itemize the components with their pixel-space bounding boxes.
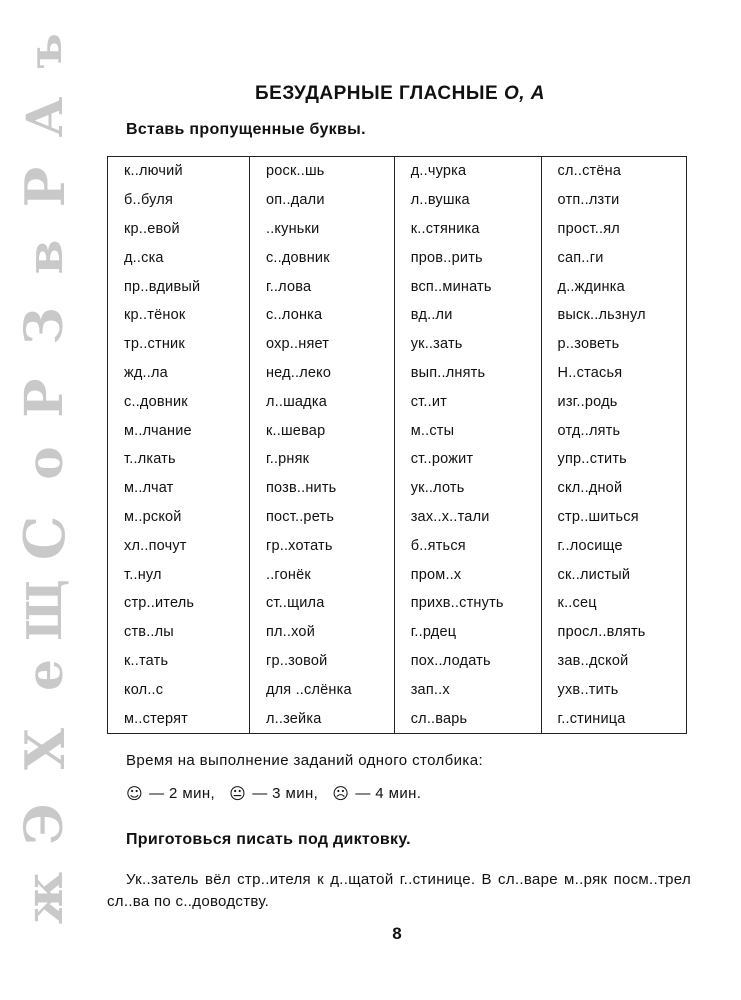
table-cell: к..лючий xyxy=(108,157,250,186)
title-letters: О, А xyxy=(503,83,545,104)
table-row xyxy=(108,301,687,330)
table-row xyxy=(108,215,687,244)
table-cell: пост..реть xyxy=(249,503,394,532)
table-cell: г..лосище xyxy=(541,531,686,560)
table-cell: с..довник xyxy=(249,243,394,272)
neutral-face-icon: 😐 xyxy=(229,784,247,803)
sidebar-letter: ъ xyxy=(18,33,72,69)
sidebar-letter: ж xyxy=(14,871,75,925)
table-cell: ск..листый xyxy=(541,560,686,589)
table-cell: зап..х xyxy=(394,675,541,704)
table-row xyxy=(108,704,687,733)
table-cell: кр..евой xyxy=(108,215,250,244)
table-cell: ст..ит xyxy=(394,387,541,416)
sidebar-letter: Р xyxy=(13,166,77,208)
table-cell: упр..стить xyxy=(541,445,686,474)
table-cell: вып..лнять xyxy=(394,359,541,388)
table-cell: м..сты xyxy=(394,416,541,445)
sidebar-letter: о xyxy=(15,446,74,480)
table-cell: с..довник xyxy=(108,387,250,416)
table-cell: стр..итель xyxy=(108,589,250,618)
table-cell: оп..дали xyxy=(249,186,394,215)
table-cell: нед..леко xyxy=(249,359,394,388)
decorative-alphabet-strip xyxy=(0,0,90,1000)
table-cell: жд..ла xyxy=(108,359,250,388)
table-cell: ств..лы xyxy=(108,618,250,647)
table-cell: пр..вдивый xyxy=(108,272,250,301)
table-row xyxy=(108,272,687,301)
table-row xyxy=(108,387,687,416)
sad-face-icon: ☹ xyxy=(332,784,350,803)
table-cell: кол..с xyxy=(108,675,250,704)
table-cell: зав..дской xyxy=(541,647,686,676)
table-cell: прихв..стнуть xyxy=(394,589,541,618)
table-cell: к..тать xyxy=(108,647,250,676)
table-cell: пл..хой xyxy=(249,618,394,647)
word-table xyxy=(107,156,687,734)
table-cell: пох..лодать xyxy=(394,647,541,676)
table-cell: позв..нить xyxy=(249,474,394,503)
table-cell: для ..слёнка xyxy=(249,675,394,704)
table-cell: вд..ли xyxy=(394,301,541,330)
sidebar-letter: Щ xyxy=(17,578,73,642)
table-row xyxy=(108,157,687,186)
table-cell: л..вушка xyxy=(394,186,541,215)
table-cell: р..зоветь xyxy=(541,330,686,359)
sidebar-letter: Э xyxy=(14,803,75,845)
table-row xyxy=(108,474,687,503)
table-cell: м..рской xyxy=(108,503,250,532)
table-row xyxy=(108,330,687,359)
table-cell: д..ждинка xyxy=(541,272,686,301)
table-cell: охр..няет xyxy=(249,330,394,359)
task-instruction: Вставь пропущенные буквы. xyxy=(126,121,366,138)
page-title xyxy=(100,83,700,105)
table-row xyxy=(108,445,687,474)
table-row xyxy=(108,416,687,445)
table-cell: гр..зовой xyxy=(249,647,394,676)
time-note: Время на выполнение заданий одного столбика: xyxy=(126,752,484,769)
title-main: БЕЗУДАРНЫЕ ГЛАСНЫЕ xyxy=(254,83,499,104)
table-cell: сл..варь xyxy=(394,704,541,733)
table-cell: ст..щила xyxy=(249,589,394,618)
table-cell: д..ска xyxy=(108,243,250,272)
table-cell: зах..х..тали xyxy=(394,503,541,532)
sidebar-letter: А xyxy=(15,96,74,138)
sidebar-letter: З xyxy=(14,307,75,345)
table-row xyxy=(108,531,687,560)
table-cell: прост..ял xyxy=(541,215,686,244)
table-cell: роск..шь xyxy=(249,157,394,186)
table-row xyxy=(108,589,687,618)
time-rating-text: — 4 мин. xyxy=(355,785,422,802)
table-cell: сап..ги xyxy=(541,243,686,272)
table-cell: сл..стёна xyxy=(541,157,686,186)
table-cell: тр..стник xyxy=(108,330,250,359)
sidebar-letter: в xyxy=(15,239,74,275)
table-cell: пром..х xyxy=(394,560,541,589)
table-cell: ст..рожит xyxy=(394,445,541,474)
time-rating-text: — 3 мин, xyxy=(252,785,319,802)
table-cell: б..яться xyxy=(394,531,541,560)
table-cell: к..сец xyxy=(541,589,686,618)
sidebar-letter: Х xyxy=(13,728,77,770)
table-cell: б..буля xyxy=(108,186,250,215)
table-cell: с..лонка xyxy=(249,301,394,330)
page-number: 8 xyxy=(392,924,402,943)
sidebar-letter: е xyxy=(15,659,74,691)
table-row xyxy=(108,186,687,215)
table-row xyxy=(108,243,687,272)
table-cell: л..шадка xyxy=(249,387,394,416)
table-cell: т..нул xyxy=(108,560,250,589)
table-cell: скл..дной xyxy=(541,474,686,503)
table-cell: л..зейка xyxy=(249,704,394,733)
table-cell: выск..льзнул xyxy=(541,301,686,330)
table-cell: ухв..тить xyxy=(541,675,686,704)
table-cell: м..лчат xyxy=(108,474,250,503)
table-row xyxy=(108,560,687,589)
table-cell: стр..шиться xyxy=(541,503,686,532)
smile-face-icon: ☺ xyxy=(126,784,144,803)
table-cell: м..лчание xyxy=(108,416,250,445)
table-cell: просл..влять xyxy=(541,618,686,647)
table-cell: всп..минать xyxy=(394,272,541,301)
table-cell: г..рдец xyxy=(394,618,541,647)
table-row xyxy=(108,359,687,388)
table-cell: м..стерят xyxy=(108,704,250,733)
table-cell: ук..лоть xyxy=(394,474,541,503)
sidebar-letter: Р xyxy=(14,378,75,418)
table-cell: ук..зать xyxy=(394,330,541,359)
table-cell: г..лова xyxy=(249,272,394,301)
table-cell: к..стяника xyxy=(394,215,541,244)
table-cell: изг..родь xyxy=(541,387,686,416)
table-cell: отд..лять xyxy=(541,416,686,445)
table-cell: т..лкать xyxy=(108,445,250,474)
table-row xyxy=(108,618,687,647)
table-row xyxy=(108,647,687,676)
table-cell: д..чурка xyxy=(394,157,541,186)
table-cell: кр..тёнок xyxy=(108,301,250,330)
table-cell: пров..рить xyxy=(394,243,541,272)
table-cell: ..куньки xyxy=(249,215,394,244)
table-cell: г..рняк xyxy=(249,445,394,474)
table-cell: отп..лзти xyxy=(541,186,686,215)
dictation-heading: Приготовься писать под диктовку. xyxy=(126,831,411,848)
time-ratings xyxy=(126,784,421,803)
time-rating-text: — 2 мин, xyxy=(149,785,216,802)
table-cell: Н..стасья xyxy=(541,359,686,388)
table-cell: ..гонёк xyxy=(249,560,394,589)
table-row xyxy=(108,503,687,532)
table-cell: гр..хотать xyxy=(249,531,394,560)
table-row xyxy=(108,675,687,704)
dictation-text: Ук..затель вёл стр..ителя к д..щатой г..стинице. В сл..варе м..ряк посм..трел сл..ва по с..доводству. xyxy=(107,871,691,910)
table-cell: хл..почут xyxy=(108,531,250,560)
table-cell: к..шевар xyxy=(249,416,394,445)
sidebar-letter: С xyxy=(12,515,78,561)
table-cell: г..стиница xyxy=(541,704,686,733)
